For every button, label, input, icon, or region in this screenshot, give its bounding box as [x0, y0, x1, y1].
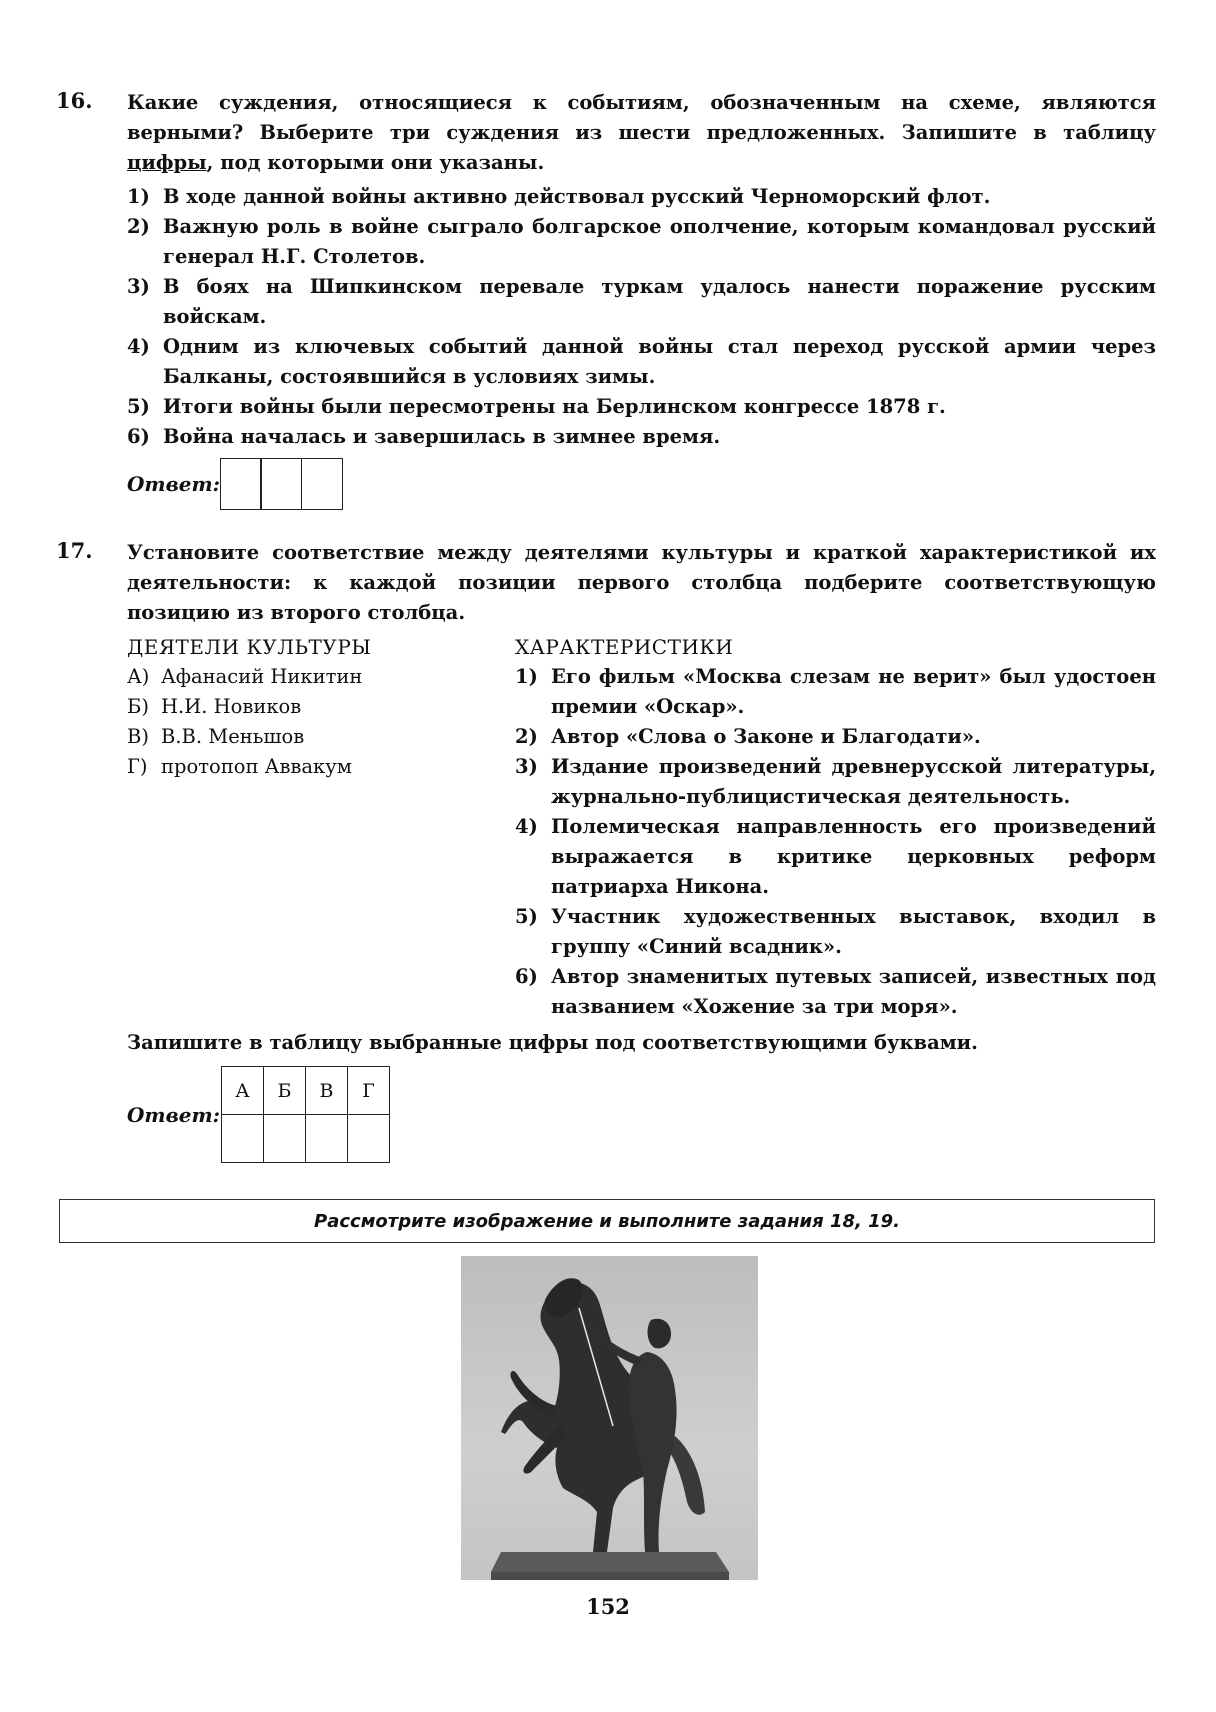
page-number: 152 [586, 1594, 630, 1619]
matching-columns [127, 632, 1156, 1022]
answer-cell[interactable] [348, 1115, 390, 1163]
task-17 [56, 538, 1156, 1163]
characteristic-item: 5) Участник художественных выставок, входил в группу «Синий всадник». [515, 905, 1156, 958]
option-item: 1) В ходе данной войны активно действовал русский Черноморский флот. [127, 185, 991, 208]
characteristic-item: 6) Автор знаменитых путевых записей, известных под названием «Хожение за три моря». [515, 965, 1156, 1018]
table-header-cell: А [222, 1067, 264, 1115]
characteristics-column [515, 632, 1156, 1022]
task-17-prompt: Установите соответствие между деятелями культуры и краткой характеристикой их деятельности: к каждой позиции первого столбца подберите соответствующую позицию из второго столбца. [127, 541, 1156, 624]
characteristic-item: 1) Его фильм «Москва слезам не верит» был удостоен премии «Оскар». [515, 665, 1156, 718]
option-item: 6) Война началась и завершилась в зимнее время. [127, 425, 721, 448]
answer-cell[interactable] [220, 458, 262, 510]
option-item: 4) Одним из ключевых событий данной войны стал переход русской армии через Балканы, состоявшийся в условиях зимы. [127, 335, 1156, 388]
answer-cell[interactable] [306, 1115, 348, 1163]
answer-cell[interactable] [260, 458, 302, 510]
option-item: 2) Важную роль в войне сыграло болгарское ополчение, которым командовал русский генерал Н.Г. Столетов. [127, 215, 1156, 268]
answer-label: Ответ: [127, 1102, 220, 1127]
instruction-banner: Рассмотрите изображение и выполните задания 18, 19. [59, 1199, 1155, 1243]
table-header-cell: В [306, 1067, 348, 1115]
characteristic-item: 2) Автор «Слова о Законе и Благодати». [515, 725, 981, 748]
task-17-answer [127, 1066, 1156, 1163]
left-column-header: ДЕЯТЕЛИ КУЛЬТУРЫ [127, 635, 372, 659]
figure-item: Г) протопоп Аввакум [127, 755, 352, 778]
sculpture-photo [461, 1256, 758, 1580]
characteristic-item: 4) Полемическая направленность его произведений выражается в критике церковных реформ патриарха Никона. [515, 815, 1156, 898]
answer-cell[interactable] [222, 1115, 264, 1163]
figure-item: Б) Н.И. Новиков [127, 695, 302, 718]
task-16-prompt: Какие суждения, относящиеся к событиям, обозначенным на схеме, являются верными? Выберите три суждения из шести предложенных. Запишите в таблицу цифры, под которыми они указаны. [127, 91, 1156, 174]
task-16-answer [127, 458, 1156, 510]
option-item: 3) В боях на Шипкинском перевале туркам удалось нанести поражение русским войскам. [127, 275, 1156, 328]
task-17-instruction: Запишите в таблицу выбранные цифры под соответствующими буквами. [127, 1031, 978, 1054]
characteristic-item: 3) Издание произведений древнерусской литературы, журнально-публицистическая деятельность. [515, 755, 1156, 808]
figure-item: В) В.В. Меньшов [127, 725, 305, 748]
figure-item: А) Афанасий Никитин [127, 665, 363, 688]
task-16 [56, 88, 1156, 510]
task-16-number: 16. [56, 88, 93, 113]
culture-figures-column [127, 632, 515, 1022]
option-item: 5) Итоги войны были пересмотрены на Берлинском конгрессе 1878 г. [127, 395, 946, 418]
answer-cell[interactable] [301, 458, 343, 510]
task-17-number: 17. [56, 538, 93, 563]
table-header-cell: Б [264, 1067, 306, 1115]
answer-label: Ответ: [127, 472, 220, 496]
table-header-cell: Г [348, 1067, 390, 1115]
answer-table [221, 1066, 390, 1163]
answer-cell[interactable] [264, 1115, 306, 1163]
answer-cells [221, 458, 343, 510]
right-column-header: ХАРАКТЕРИСТИКИ [515, 635, 734, 659]
task-16-options [127, 182, 1156, 452]
horse-tamer-sculpture-image [461, 1256, 758, 1580]
emphasized-word: цифры [127, 151, 207, 174]
